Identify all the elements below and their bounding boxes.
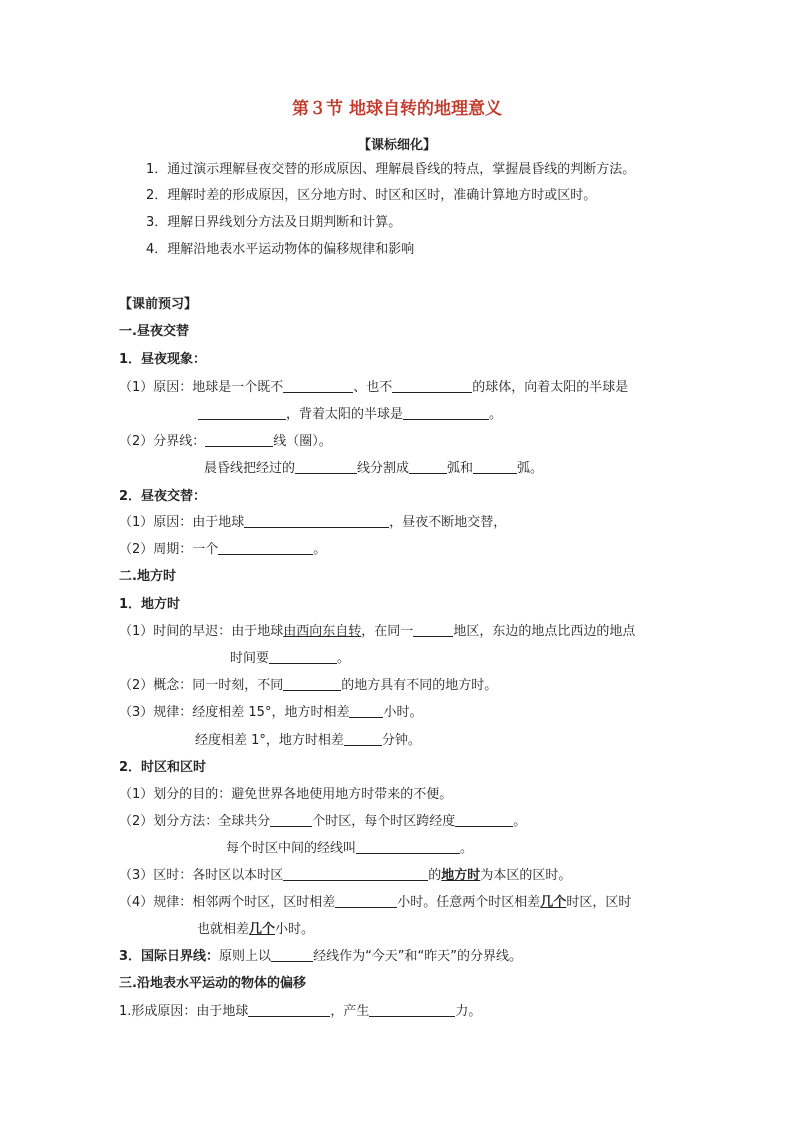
blank-field[interactable]	[244, 513, 389, 528]
time-early-line-1: （1）时间的早迟：由于地球由西向东自转，在同一 地区，东边的地点比西边的地点	[119, 624, 636, 639]
section-2-title: 二.地方时	[119, 569, 176, 584]
rule-line-2: 经度相差 1°，地方时相差 分钟。	[195, 733, 421, 748]
blank-field[interactable]	[271, 947, 313, 962]
blank-field[interactable]	[269, 649, 337, 664]
section-3-title: 三.沿地表水平运动的物体的偏移	[119, 976, 306, 991]
date-line-row: 3．国际日界线：原则上以 经线作为“今天”和“昨天”的分界线。	[119, 949, 523, 964]
preview-heading: 【课前预习】	[119, 297, 198, 312]
zone-law-line-2: 也就相差几个小时。	[197, 922, 315, 937]
period-line: （2）周期：一个 。	[119, 542, 327, 557]
purpose-line: （1）划分的目的：避免世界各地使用地方时带来的不便。	[119, 787, 453, 802]
page-title: 第３节 地球自转的地理意义	[292, 99, 502, 119]
blank-field[interactable]	[198, 405, 286, 420]
blank-field[interactable]	[218, 540, 313, 555]
blank-field[interactable]	[283, 378, 353, 393]
alternation-cause-line: （1）原因：由于地球 ，昼夜不断地交替，	[119, 515, 507, 530]
blank-field[interactable]	[283, 676, 341, 691]
blank-field[interactable]	[283, 866, 428, 881]
terminator-split-line: 晨昏线把经过的 线分割成 弧和 弧。	[204, 461, 544, 476]
blank-field[interactable]	[356, 839, 460, 854]
blank-field[interactable]	[409, 459, 447, 474]
standard-item-2: 2．理解时差的形成原因，区分地方时、时区和区时，准确计算地方时或区时。	[146, 188, 597, 203]
blank-field[interactable]	[248, 1002, 330, 1017]
cause-line-2: ，背着太阳的半球是 。	[198, 405, 502, 425]
method-line-2: 每个时区中间的经线叫 。	[226, 841, 474, 856]
blank-field[interactable]	[295, 459, 357, 474]
blank-field[interactable]	[413, 622, 453, 637]
standards-heading: 【课标细化】	[357, 138, 436, 153]
concept-line: （2）概念：同一时刻，不同 的地方具有不同的地方时。	[119, 678, 498, 693]
blank-field[interactable]	[369, 1002, 455, 1017]
blank-field[interactable]	[473, 459, 517, 474]
cause-line-1: （1）原因：地球是一个既不 、也不 的球体，向着太阳的半球是	[119, 380, 629, 395]
method-line-1: （2）划分方法：全球共分 个时区，每个时区跨经度 。	[119, 814, 527, 829]
subsection-2-2-title: 2．时区和区时	[119, 760, 207, 775]
rule-line-1: （3）规律：经度相差 15°，地方时相差 小时。	[119, 705, 423, 720]
blank-field[interactable]	[455, 812, 513, 827]
border-line: （2）分界线： 线（圈）。	[119, 434, 332, 449]
subsection-1-2-title: 2．昼夜交替：	[119, 489, 207, 504]
standard-item-4: 4．理解沿地表水平运动物体的偏移规律和影响	[146, 242, 415, 257]
blank-field[interactable]	[349, 703, 383, 718]
subsection-2-1-title: 1．地方时	[119, 597, 181, 612]
blank-field[interactable]	[344, 731, 382, 746]
standard-item-1: 1．通过演示理解昼夜交替的形成原因、理解晨昏线的特点，掌握晨昏线的判断方法。	[146, 162, 636, 177]
blank-field[interactable]	[403, 405, 489, 420]
blank-field[interactable]	[392, 378, 472, 393]
blank-field[interactable]	[335, 893, 397, 908]
subsection-1-1-title: 1．昼夜现象：	[119, 352, 207, 367]
time-early-line-2: 时间要 。	[230, 651, 351, 666]
section-1-title: 一.昼夜交替	[119, 324, 189, 339]
standard-item-3: 3．理解日界线划分方法及日期判断和计算。	[146, 215, 402, 230]
blank-field[interactable]	[205, 432, 273, 447]
blank-field[interactable]	[270, 812, 312, 827]
zone-law-line-1: （4）规律：相邻两个时区，区时相差 小时。任意两个时区相差几个时区，区时	[119, 895, 632, 910]
deflection-cause-line: 1.形成原因：由于地球 ，产生 力。	[119, 1004, 482, 1019]
zone-time-line: （3）区时：各时区以本时区 的地方时为本区的区时。	[119, 868, 572, 883]
